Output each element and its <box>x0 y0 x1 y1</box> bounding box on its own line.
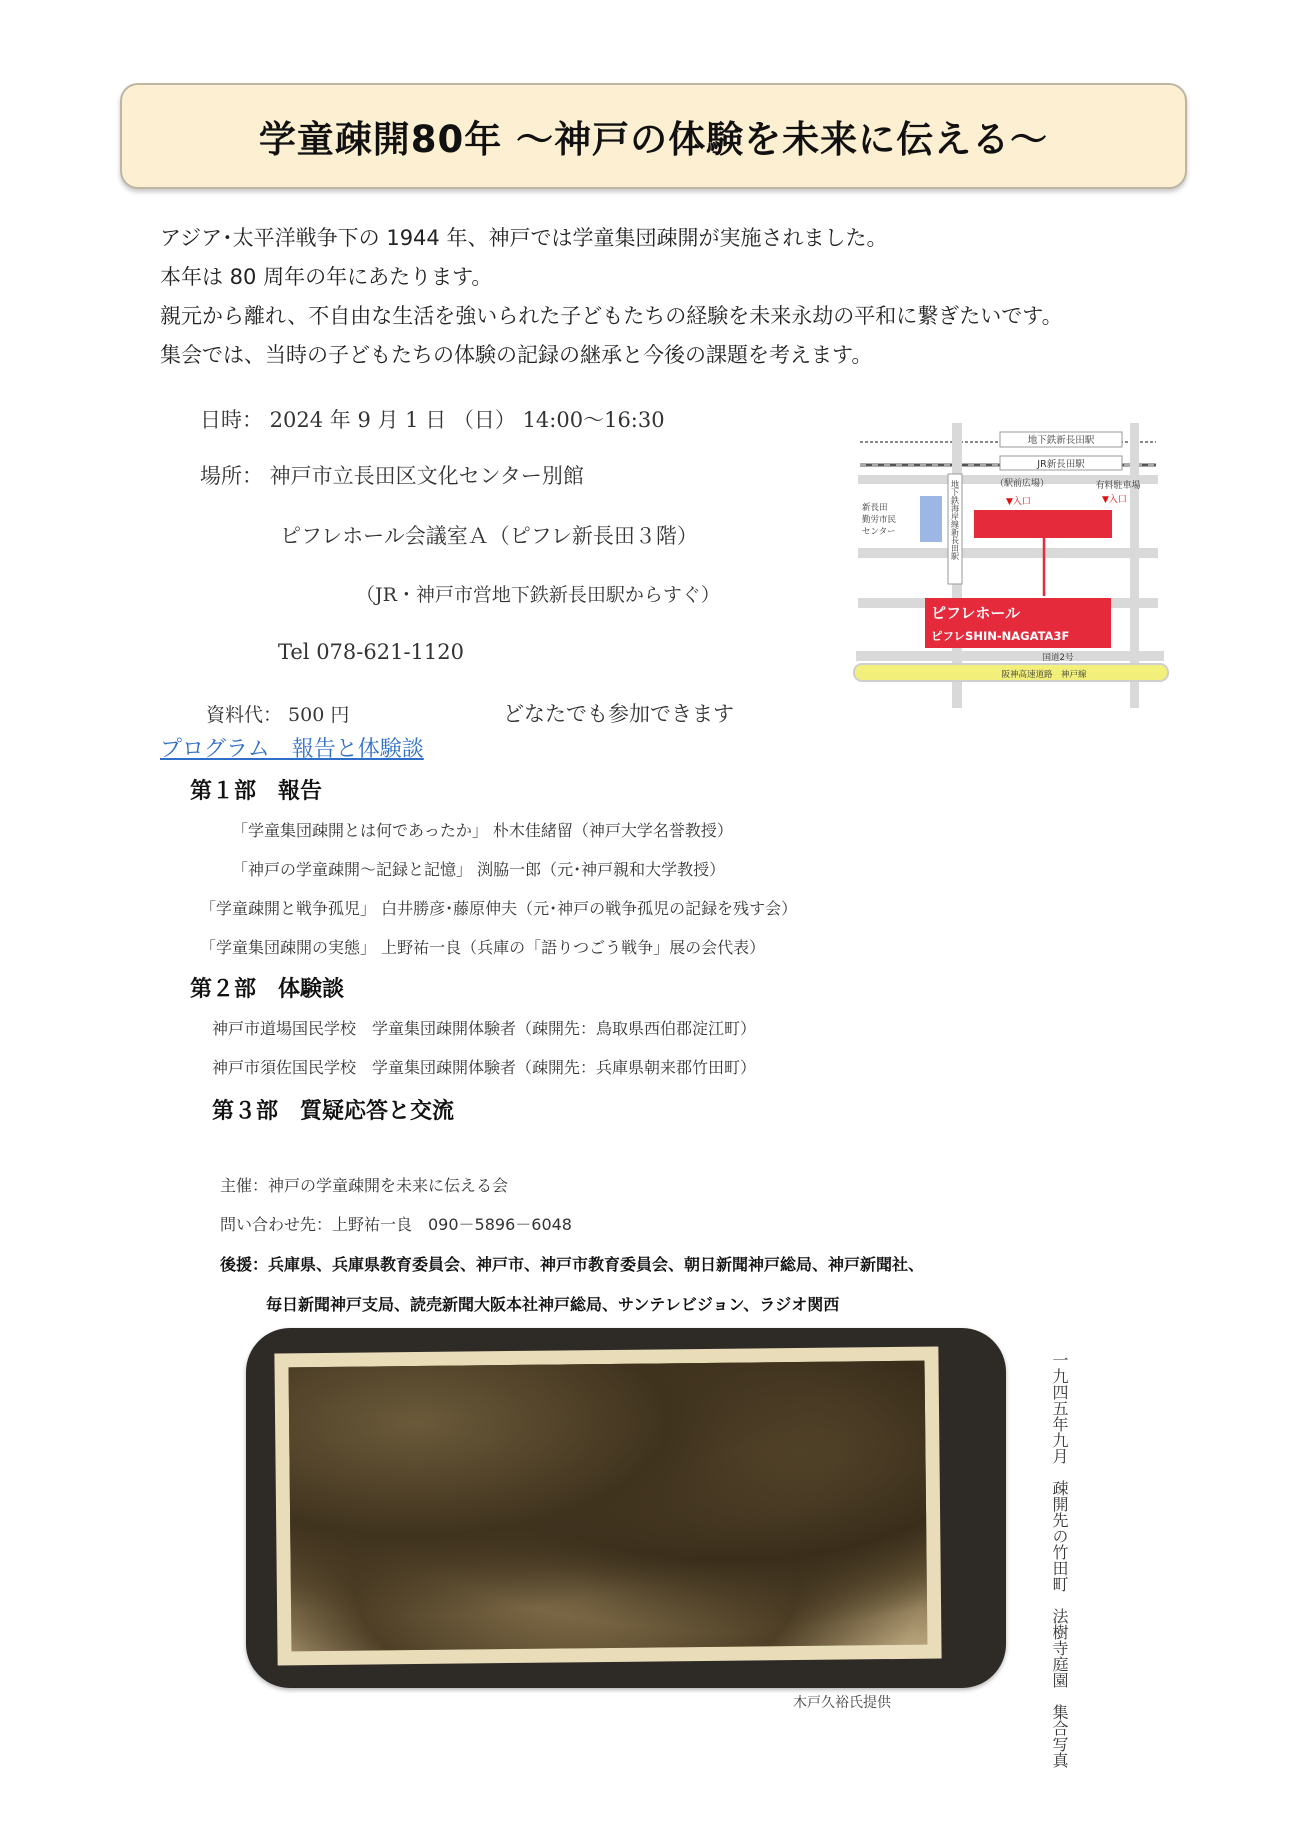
map-station-subway: 地下鉄新長田駅 <box>1027 435 1095 446</box>
group-photo-image <box>289 1361 928 1652</box>
map-route2 <box>856 651 1164 661</box>
venue-map <box>838 418 1178 708</box>
map-labor-center-label-2: 勤労市民 <box>862 515 897 525</box>
page-title: 学童疎開80年 〜神戸の体験を未来に伝える〜 <box>258 118 1049 161</box>
map-plaza: （駅前広場） <box>994 479 1050 489</box>
part2-item-2: 神戸市須佐国民学校 学童集団疎開体験者（疎開先：兵庫県朝来郡竹田町） <box>212 1058 757 1077</box>
event-venue: ピフレホール会議室Ａ（ピフレ新長田３階） <box>280 524 698 548</box>
part1-item-1: 「学童集団疎開とは何であったか」 朴木佳緒留（神戸大学名誉教授） <box>232 821 733 840</box>
intro-line-4: 集会では、当時の子どもたちの体験の記録の継承と今後の課題を考えます。 <box>160 343 873 367</box>
event-datetime: 日時： 2024 年 9 月 1 日 （日） 14:00〜16:30 <box>200 408 665 432</box>
intro-line-3: 親元から離れ、不自由な生活を強いられた子どもたちの経験を未来永劫の平和に繋ぎたいです。 <box>160 304 1063 328</box>
part1-item-4: 「学童集団疎開の実態」 上野祐一良（兵庫の「語りつごう戦争」展の会代表） <box>200 938 766 957</box>
title-banner <box>120 83 1187 189</box>
intro-line-1: アジア･太平洋戦争下の 1944 年、神戸では学童集団疎開が実施されました。 <box>160 226 888 250</box>
photo-caption: 一九四五年九月 疎開先の竹田町 法樹寺庭園 集合写真 <box>1050 1352 1069 1768</box>
map-hall-sub: ピフレSHIN-NAGATA3F <box>931 629 1070 643</box>
intro-line-2: 本年は 80 周年の年にあたります。 <box>160 265 493 289</box>
map-building <box>974 510 1112 538</box>
event-open: どなたでも参加できます <box>503 702 734 726</box>
part2-heading: 第２部 体験談 <box>190 977 345 1002</box>
event-tel: Tel 078-621-1120 <box>278 640 464 664</box>
program-link[interactable]: プログラム 報告と体験談 <box>160 737 424 762</box>
contact: 問い合わせ先：上野祐一良 090－5896－6048 <box>220 1215 572 1234</box>
part3-heading: 第３部 質疑応答と交流 <box>212 1099 455 1124</box>
support-line-2: 毎日新聞神戸支局、読売新聞大阪本社神戸総局、サンテレビジョン、ラジオ関西 <box>266 1295 840 1314</box>
map-parking: 有料駐車場 <box>1095 481 1141 491</box>
event-access: （JR・神戸市営地下鉄新長田駅からすぐ） <box>356 584 720 606</box>
map-labor-center-label-1: 新長田 <box>862 503 888 513</box>
map-entrance-2: ▼入口 <box>1102 495 1127 505</box>
map-route2-label: 国道2号 <box>1042 653 1074 663</box>
event-place: 場所： 神戸市立長田区文化センター別館 <box>200 464 584 488</box>
group-photo <box>274 1347 941 1666</box>
map-subway-line: 地下鉄海岸線新長田駅 <box>950 480 960 560</box>
host: 主催：神戸の学童疎開を未来に伝える会 <box>220 1176 509 1195</box>
support-line-1: 後援：兵庫県、兵庫県教育委員会、神戸市、神戸市教育委員会、朝日新聞神戸総局、神戸新聞社、 <box>220 1255 925 1274</box>
part2-item-1: 神戸市道場国民学校 学童集団疎開体験者（疎開先：鳥取県西伯郡淀江町） <box>212 1019 757 1038</box>
map-expressway-label: 阪神高速道路 神戸線 <box>1001 670 1087 680</box>
part1-item-2: 「神戸の学童疎開〜記録と記憶」 渕脇一郎（元･神戸親和大学教授） <box>232 860 726 879</box>
map-station-jr: JR新長田駅 <box>1037 459 1085 470</box>
part1-heading: 第１部 報告 <box>190 779 323 804</box>
part1-item-3: 「学童疎開と戦争孤児」 白井勝彦･藤原伸夫（元･神戸の戦争孤児の記録を残す会） <box>200 899 798 918</box>
photo-frame <box>246 1328 1006 1688</box>
map-labor-center <box>920 496 942 542</box>
map-entrance-1: ▼入口 <box>1006 497 1031 507</box>
photo-credit: 木戸久裕氏提供 <box>793 1695 891 1711</box>
map-labor-center-label-3: センター <box>862 527 896 537</box>
map-road <box>858 548 1158 558</box>
event-fee: 資料代： 500 円 <box>206 704 350 726</box>
map-hall-name: ピフレホール <box>931 604 1021 622</box>
